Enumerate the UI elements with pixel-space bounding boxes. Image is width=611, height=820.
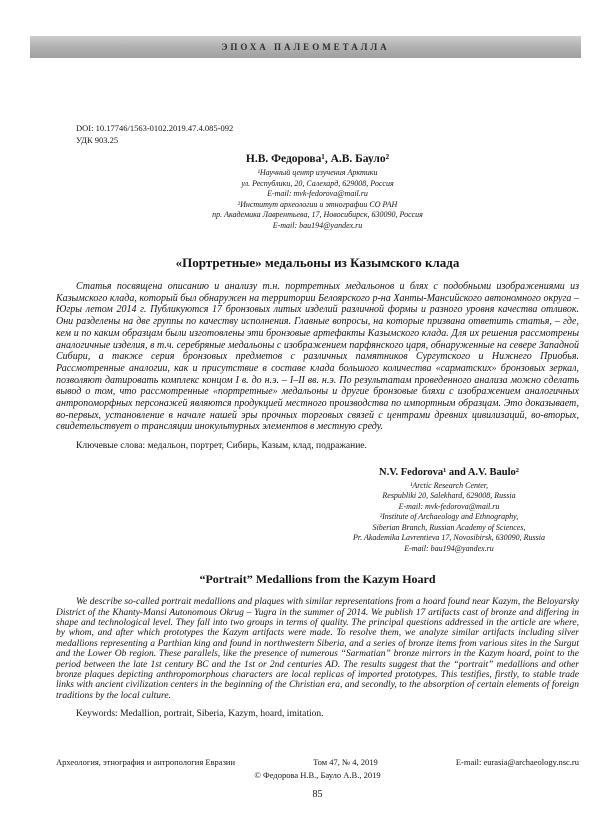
footer-copyright: © Федорова Н.В., Бауло А.В., 2019 [254,770,381,780]
affiliation-en-line: Respubliki 20, Salekhard, 629008, Russia [382,491,516,501]
affiliation-en-line: Pr. Akademika Lavrentieva 17, Novosibirsk, 630090, Russia [353,533,545,543]
affiliation-ru-line: ¹Научный центр изучения Арктики [257,168,378,177]
keywords-ru-text: медальон, портрет, Сибирь, Казым, клад, подражание. [145,441,367,452]
footer-contact-email: E-mail: eurasia@archaeology.nsc.ru [455,757,579,767]
page-number: 85 [312,789,323,800]
authors-ru: Н.В. Федорова¹, А.В. Бауло² [245,153,390,165]
abstract-ru: Статья посвящена описанию и анализу т.н. портретных медальонов и блях с подобными изображениями из Казымского клада, который был обнаружен на территории Белоярского р-на Ханты-Мансийского автономного округа – Югры летом 2014 г. Публикуются 17 бронзовых литых изделий различной формы и разного уровня качества отливок. Они разделены на две группы по качеству исполнения. Главные вопросы, на которые призвана ответить статья, – где, кем и по каким образцам были изготовлены эти бронзовые артефакты Казымского клада. Для их решения рассмотрены аналогичные изделия, в т.ч. серебряные медальоны с изображением парфянского царя, обнаруженные на севере Западной Сибири, а также серия бронзовых предметов с различных памятников Сургутского и Нижнего Приобья. Рассмотренные аналогии, как и присутствие в составе клада большого количества «сарматских» бронзовых зеркал, позволяют датировать комплекс концом I в. до н.э. – I–II вв. н.э. По результатам проведенного анализа можно сделать вывод о том, что рассмотренные «портретные» медальоны и другие бронзовые бляхи с изображением аналогичных антропоморфных персонажей являются продукцией местного производства по импортным образцам. Это доказывает, во-первых, установление в начале нашей эры прочных торговых связей с центрами древних цивилизаций, во-вторых, свидетельствует о трансляции инокультурных элементов в местную среду. [56,281,579,433]
affiliation-ru-email: E-mail: bau194@yandex.ru [272,220,363,230]
title-en: “Portrait” Medallions from the Kazym Hoard [199,572,436,587]
affiliation-en-email: E-mail: bau194@yandex.ru [404,543,494,553]
authors-en: N.V. Fedorova¹ and A.V. Baulo² [379,466,519,478]
affiliation-ru-line: пр. Академика Лаврентьева, 17, Новосибирск, 630090, Россия [212,210,423,219]
keywords-en [56,709,579,721]
footer-journal-name: Археология, этнография и антропология Евразии [56,757,236,767]
udk-text: УДК 903.25 [76,135,119,145]
article-header [0,58,611,721]
affiliations-ru [56,168,579,231]
footer [0,757,611,820]
affiliation-en-line: ²Institute of Archaeology and Ethnography, [379,512,519,522]
footer-imprint-row [56,757,579,767]
affiliation-en-line: ¹Arctic Research Center, [409,480,488,490]
article-meta [76,122,579,146]
affiliation-ru-line: ²Институт археологии и этнографии СО РАН [237,199,398,209]
affiliation-ru-email: E-mail: mvk-fedorova@mail.ru [267,189,368,198]
affiliation-ru-line: ул. Республики, 20, Салехард, 629008, Россия [241,178,394,188]
abstract-en: We describe so-called portrait medallions and plaques with similar representations from a hoard found near Kazym, the Beloyarsky District of the Khanty-Mansi Autonomous Okrug – Yugra in the summer of 2014. We publish 17 artifacts cast of bronze and differing in shape and technological level. They fall into two groups in terms of quality. The principal questions addressed in the article are where, by whom, and after which prototypes the Kazym artifacts were made. To resolve them, we analyze similar artifacts including silver medallions representing a Parthian king and found in northwestern Siberia, and a series of bronze items from various sites in the Surgut and the Lower Ob region. These parallels, like the presence of numerous “Sarmatian” bronze mirrors in the Kazym hoard, point to the period between the late 1st century BC and the 1st or 2nd centuries AD. The results suggest that the “portrait” medallions and other bronze plaques depicting anthropomorphous characters are local replicas of imported prototypes. This testifies, firstly, to stable trade links with ancient civilization centers in the beginning of the Christian era, and secondly, to the absorption of certain elements of foreign traditions by the local culture. [56,597,579,701]
affiliation-en-line: Siberian Branch, Russian Academy of Sciences, [372,522,526,532]
affiliations-en [319,481,579,555]
keywords-ru [56,441,579,453]
header-en [319,467,579,555]
epoch-band [30,36,581,58]
footer-issue: Том 47, № 4, 2019 [313,757,378,767]
title-ru: «Портретные» медальоны из Казымского клада [175,255,460,270]
keywords-en-text: Medallion, portrait, Siberia, Kazym, hoard, imitation. [117,709,324,720]
keywords-en-label: Keywords: [76,709,118,720]
affiliation-en-email: E-mail: mvk-fedorova@mail.ru [398,501,500,511]
doi-text: DOI: 10.17746/1563-0102.2019.47.4.085-092 [76,123,234,133]
epoch-band-title: ЭПОХА ПАЛЕОМЕТАЛЛА [221,42,390,52]
keywords-ru-label: Ключевые слова: [76,441,146,452]
